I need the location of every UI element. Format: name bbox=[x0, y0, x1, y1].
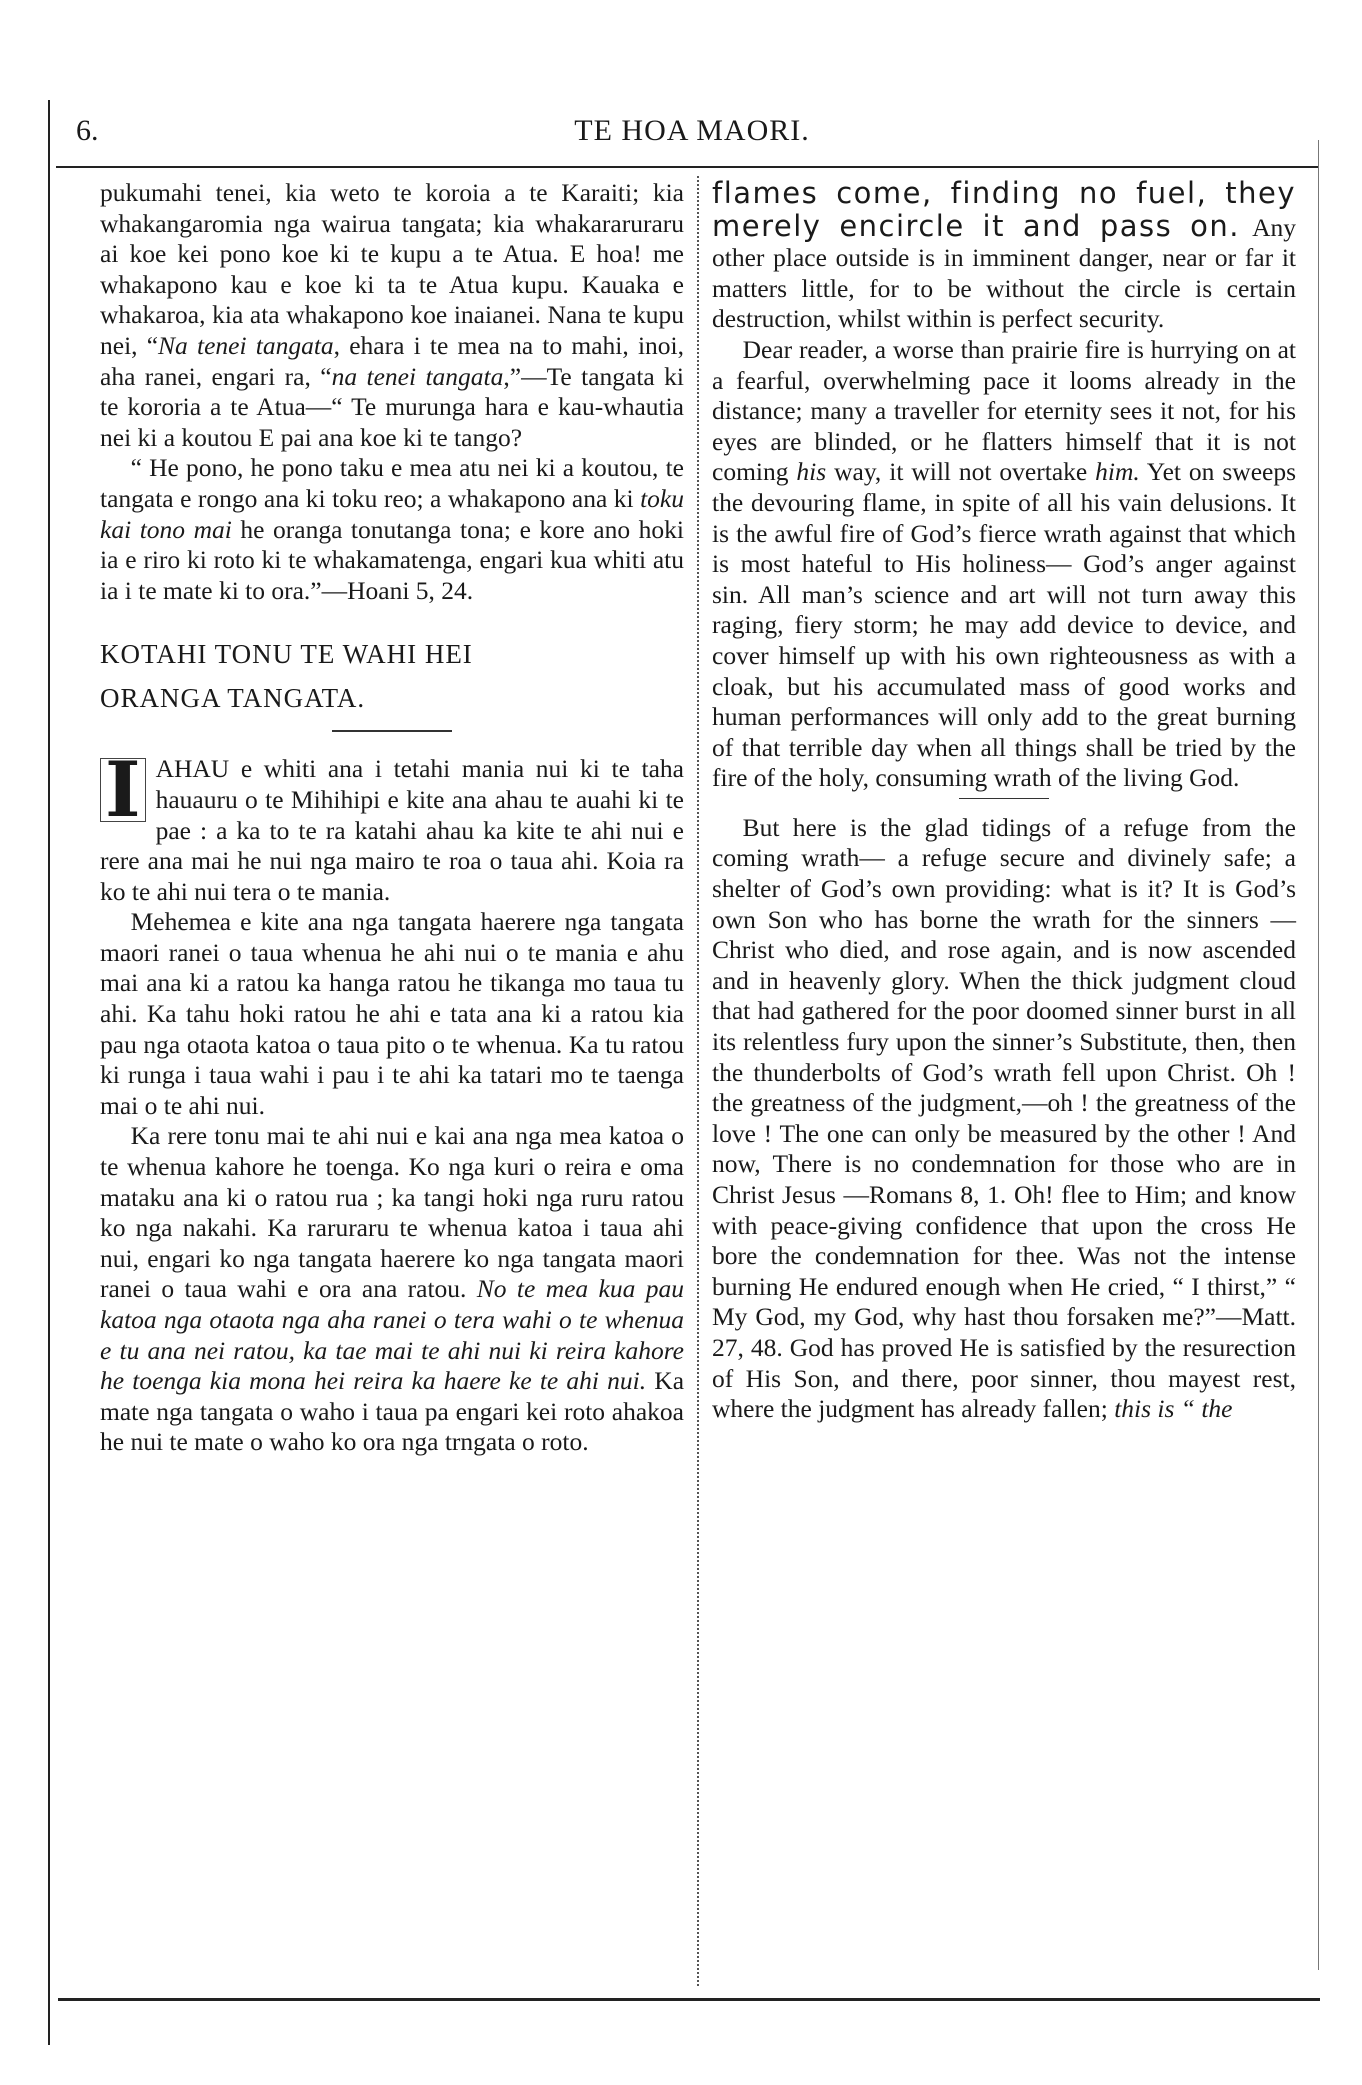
paragraph: Dear reader, a worse than prairie fire is hurrying on at a fearful, overwhelming pace it looms already in the distance; many a traveller for eternity sees it not, for his eyes are blinded, or he flatters himself that it is not coming his way, it will not overtake him. Yet on sweeps the devouring flame, in spite of all his vain delusions. It is the awful fire of God’s fierce wrath against that which is most hateful to His holiness— God’s anger against sin. All man’s science and art will not turn away this raging, fiery storm; he may add device to device, and cover himself up with his own righteousness as with a cloak, but his accumulated mass of good works and human performances will only add to the great burning of that terrible day when all things shall be tried by the fire of the holy, consuming wrath of the living God. bbox=[712, 334, 1296, 793]
paragraph: But here is the glad tidings of a refuge from the coming wrath— a refuge secure and divinely safe; a shelter of God’s own providing: what is it? It is God’s own Son who has borne the wrath for the sinners —Christ who died, and rose again, and is now ascended and in heavenly glory. When the thick judgment cloud that had gathered for the poor doomed sinner burst in all its relentless fury upon the sinner’s Substitute, then, then the thunderbolts of God’s wrath fell upon Christ. Oh ! the greatness of the judgment,—oh ! the greatness of the love ! The one can only be measured by the other ! And now, There is no condemnation for those who are in Christ Jesus —Romans 8, 1. Oh! flee to Him; and know with peace-giving confidence that upon the cross He bore the condemnation for thee. Was not the intense burning He endured enough when He cried, “ I thirst,” “ My God, my God, why hast thou forsaken me?”—Matt. 27, 48. God has proved He is satisfied by the resurection of His Son, and there, poor sinner, thou mayest rest, where the judgment has already fallen; this is “ the bbox=[712, 812, 1296, 1424]
section-rule bbox=[332, 730, 452, 732]
right-border-rule bbox=[1318, 140, 1319, 1970]
paragraph: “ He pono, he pono taku e mea atu nei ki a koutou, te tangata e rongo ana ki toku reo; a whakapono ana ki toku kai tono mai he oranga tonutanga tona; e kore ano hoki ia e riro ki roto ki te whakamatenga, engari kua whiti atu ia i te mate ki to ora.”—Hoani 5, 24. bbox=[100, 453, 684, 605]
section-heading-line-2: ORANGA TANGATA. bbox=[100, 683, 366, 714]
header-rule bbox=[56, 166, 1318, 168]
paragraph: Mehemea e kite ana nga tangata haerere nga tangata maori ranei o taua whenua he ahi nui o te mania e ahu mai ana ki a ratou ka hanga ratou he tikanga mo taua tu ahi. Ka tahu hoki ratou he ahi e tata ana ki a ratou kia pau nga otaota katoa o taua pito o te whenua. Ka tu ratou ki runga i taua wahi i pau i te ahi ka tatari mo te taenga mai o te ahi nui. bbox=[100, 907, 684, 1120]
page-number: 6. bbox=[76, 114, 99, 147]
lead-text: flames come, finding no fuel, they merely encircle it and pass on. bbox=[712, 176, 1296, 243]
paragraph: I AHAU e whiti ana i tetahi mania nui ki te taha hauauru o te Mihihipi e kite ana ahau te auahi ki te pae : a ka to te ra katahi ahau ka kite te ahi nui e rere ana mai he nui nga mairo te roa o taua ahi. Koia ra ko te ahi nui tera o te mania. bbox=[100, 745, 684, 906]
right-column bbox=[712, 178, 1296, 1425]
page-header bbox=[72, 114, 1312, 154]
left-column bbox=[100, 178, 684, 1458]
running-title: TE HOA MAORI. bbox=[574, 114, 810, 147]
footer-rule bbox=[58, 1998, 1320, 2001]
paragraph: Ka rere tonu mai te ahi nui e kai ana nga mea katoa o te whenua kahore he toenga. Ko nga kuri o reira e oma mataku ana ki o ratou rua ; ka tangi hoki nga ruru ratou ko nga nakahi. Ka raruraru te whenua katoa i taua ahi nui, engari ko nga tangata haerere ko nga tangata maori ranei o taua wahi e ora ana ratou. No te mea kua pau katoa nga otaota nga aha ranei o tera wahi o te whenua e tu ana nei ratou, ka tae mai te ahi nui ki reira kahore he toenga kia mona hei reira ka haere ke te ahi nui. Ka mate nga tangata o waho i taua pa engari kei roto ahakoa he nui te mate o waho ko ora nga trngata o roto. bbox=[100, 1121, 685, 1457]
paragraph: pukumahi tenei, kia weto te koroia a te Karaiti; kia whakangaromia nga wairua tangata; kia whakararuraru ai koe kei pono koe ki te kupu a te Atua. E hoa! me whakapono kau e koe ki ta te Atua kupu. Kauaka e whakaroa, kia ata whakapono koe inaianei. Nana te kupu nei, “Na tenei tangata, ehara i te mea na to mahi, inoi, aha ranei, engari ra, “na tenei tangata,”—Te tangata ki te kororia a te Atua—“ Te murunga hara e kau-whautia nei ki a koutou E pai ana koe ki te tango? bbox=[100, 178, 684, 452]
column-divider bbox=[697, 176, 699, 1986]
paragraph-rule bbox=[959, 798, 1049, 799]
section-heading-line-1: KOTAHI TONU TE WAHI HEI bbox=[100, 639, 473, 670]
drop-cap: I bbox=[100, 758, 146, 822]
paragraph: flames come, finding no fuel, they merely encircle it and pass on. Any other place outside is in imminent danger, near or far it matters little, for to be without the circle is certain destruction, whilst within is perfect security. bbox=[712, 176, 1297, 334]
left-border-rule bbox=[48, 100, 50, 2045]
